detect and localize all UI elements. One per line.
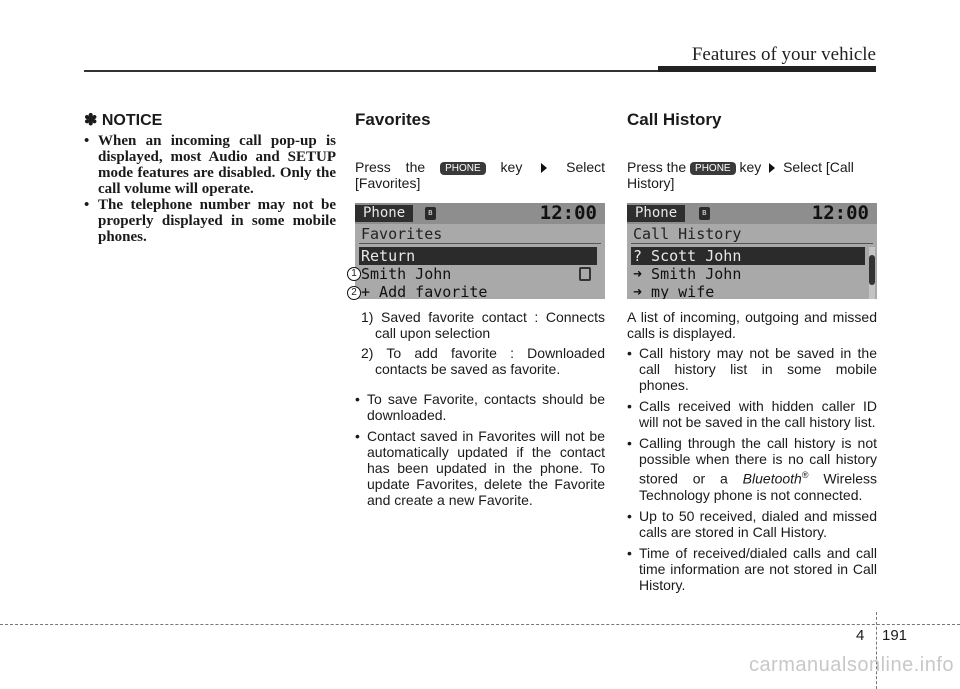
callout-1: 1 — [347, 267, 361, 281]
phone-handset-icon — [579, 267, 591, 281]
instruction-text: Select [Call History] — [627, 159, 854, 191]
bullet-text: Calling through the call history is not possible when there is no call history stored or a — [639, 435, 877, 487]
screen-row-return: Return — [359, 247, 597, 265]
screen-phone-tab: Phone — [355, 205, 413, 222]
screen-row-contact: Smith John — [361, 265, 452, 283]
bluetooth-icon: ʙ — [699, 207, 710, 220]
favorites-instruction — [355, 159, 605, 191]
page-number: 191 — [882, 627, 908, 644]
instruction-text: key — [500, 159, 523, 175]
bullet-item: • Up to 50 received, dialed and missed calls are stored in Call History. — [627, 508, 877, 540]
registered-mark: ® — [801, 470, 809, 480]
screen-divider — [359, 243, 601, 244]
bluetooth-brand: Bluetooth — [742, 470, 802, 487]
callout-2: 2 — [347, 286, 361, 300]
bullet-item — [627, 435, 877, 503]
screen-phone-tab: Phone — [627, 205, 685, 222]
phone-key-badge: PHONE — [690, 162, 736, 175]
favorites-screen — [355, 203, 605, 299]
notice-item: • When an incoming call pop-up is displayed, most Audio and SETUP mode features are disabled. Only the call volume will operate. — [84, 133, 336, 197]
call-history-column — [627, 110, 877, 598]
favorites-bullet-list — [355, 391, 605, 508]
bullet-item: • Calls received with hidden caller ID will not be saved in the call history list. — [627, 398, 877, 430]
call-history-intro: A list of incoming, outgoing and missed calls is displayed. — [627, 309, 877, 341]
call-history-bullet-list — [627, 345, 877, 593]
footer-rule — [0, 624, 960, 625]
notice-column — [84, 110, 336, 245]
screen-clock: 12:00 — [811, 203, 869, 224]
bullet-item: • Time of received/dialed calls and call time information are not stored in Call History. — [627, 545, 877, 593]
bullet-item: • Call history may not be saved in the call history list in some mobile phones. — [627, 345, 877, 393]
screen-divider — [631, 243, 873, 244]
bluetooth-icon: ʙ — [425, 207, 436, 220]
numbered-item: 1) Saved favorite contact : Connects call upon selection — [361, 309, 605, 341]
screen-row-call: ➜ my wife — [633, 283, 715, 299]
arrow-right-icon — [769, 163, 775, 173]
screen-scrollbar-thumb — [869, 255, 875, 285]
favorites-screen-wrap — [351, 203, 605, 299]
favorites-numbered-list — [355, 309, 605, 377]
instruction-text: Press the — [355, 159, 426, 175]
favorites-title: Favorites — [355, 110, 431, 129]
phone-key-badge: PHONE — [440, 162, 486, 175]
bullet-text: Wireless Technology phone is not connected. — [639, 470, 877, 503]
numbered-item: 2) To add favorite : Downloaded contacts be saved as favorite. — [361, 345, 605, 377]
footer-divider — [876, 612, 877, 689]
screen-row-missed: ? Scott John — [631, 247, 865, 265]
call-history-screen — [627, 203, 877, 299]
notice-item: • The telephone number may not be properly displayed in some mobile phones. — [84, 197, 336, 245]
screen-heading: Call History — [633, 225, 742, 243]
notice-list — [84, 133, 336, 245]
header-rule-accent — [658, 66, 876, 72]
screen-clock: 12:00 — [539, 203, 597, 224]
screen-row-add: + Add favorite — [361, 283, 488, 299]
instruction-text: Press the — [627, 159, 687, 175]
call-history-instruction — [627, 159, 877, 191]
bullet-item: • Contact saved in Favorites will not be automatically updated if the contact has been updated in the phone. To update Favorites, delete the Favorite and create a new Favorite. — [355, 428, 605, 508]
call-history-title: Call History — [627, 110, 722, 129]
screen-heading: Favorites — [361, 225, 443, 243]
bullet-item: • To save Favorite, contacts should be downloaded. — [355, 391, 605, 423]
chapter-number: 4 — [856, 627, 865, 644]
instruction-text: Select [Favorites] — [355, 159, 606, 191]
notice-title: ✽ NOTICE — [84, 112, 163, 129]
arrow-right-icon — [541, 163, 547, 173]
favorites-column — [351, 110, 606, 513]
instruction-text: key — [739, 159, 762, 175]
watermark: carmanualsonline.info — [748, 654, 954, 676]
screen-row-call: ➜ Smith John — [633, 265, 742, 283]
screen-scrollbar — [869, 247, 875, 299]
header-title: Features of your vehicle — [691, 44, 876, 65]
